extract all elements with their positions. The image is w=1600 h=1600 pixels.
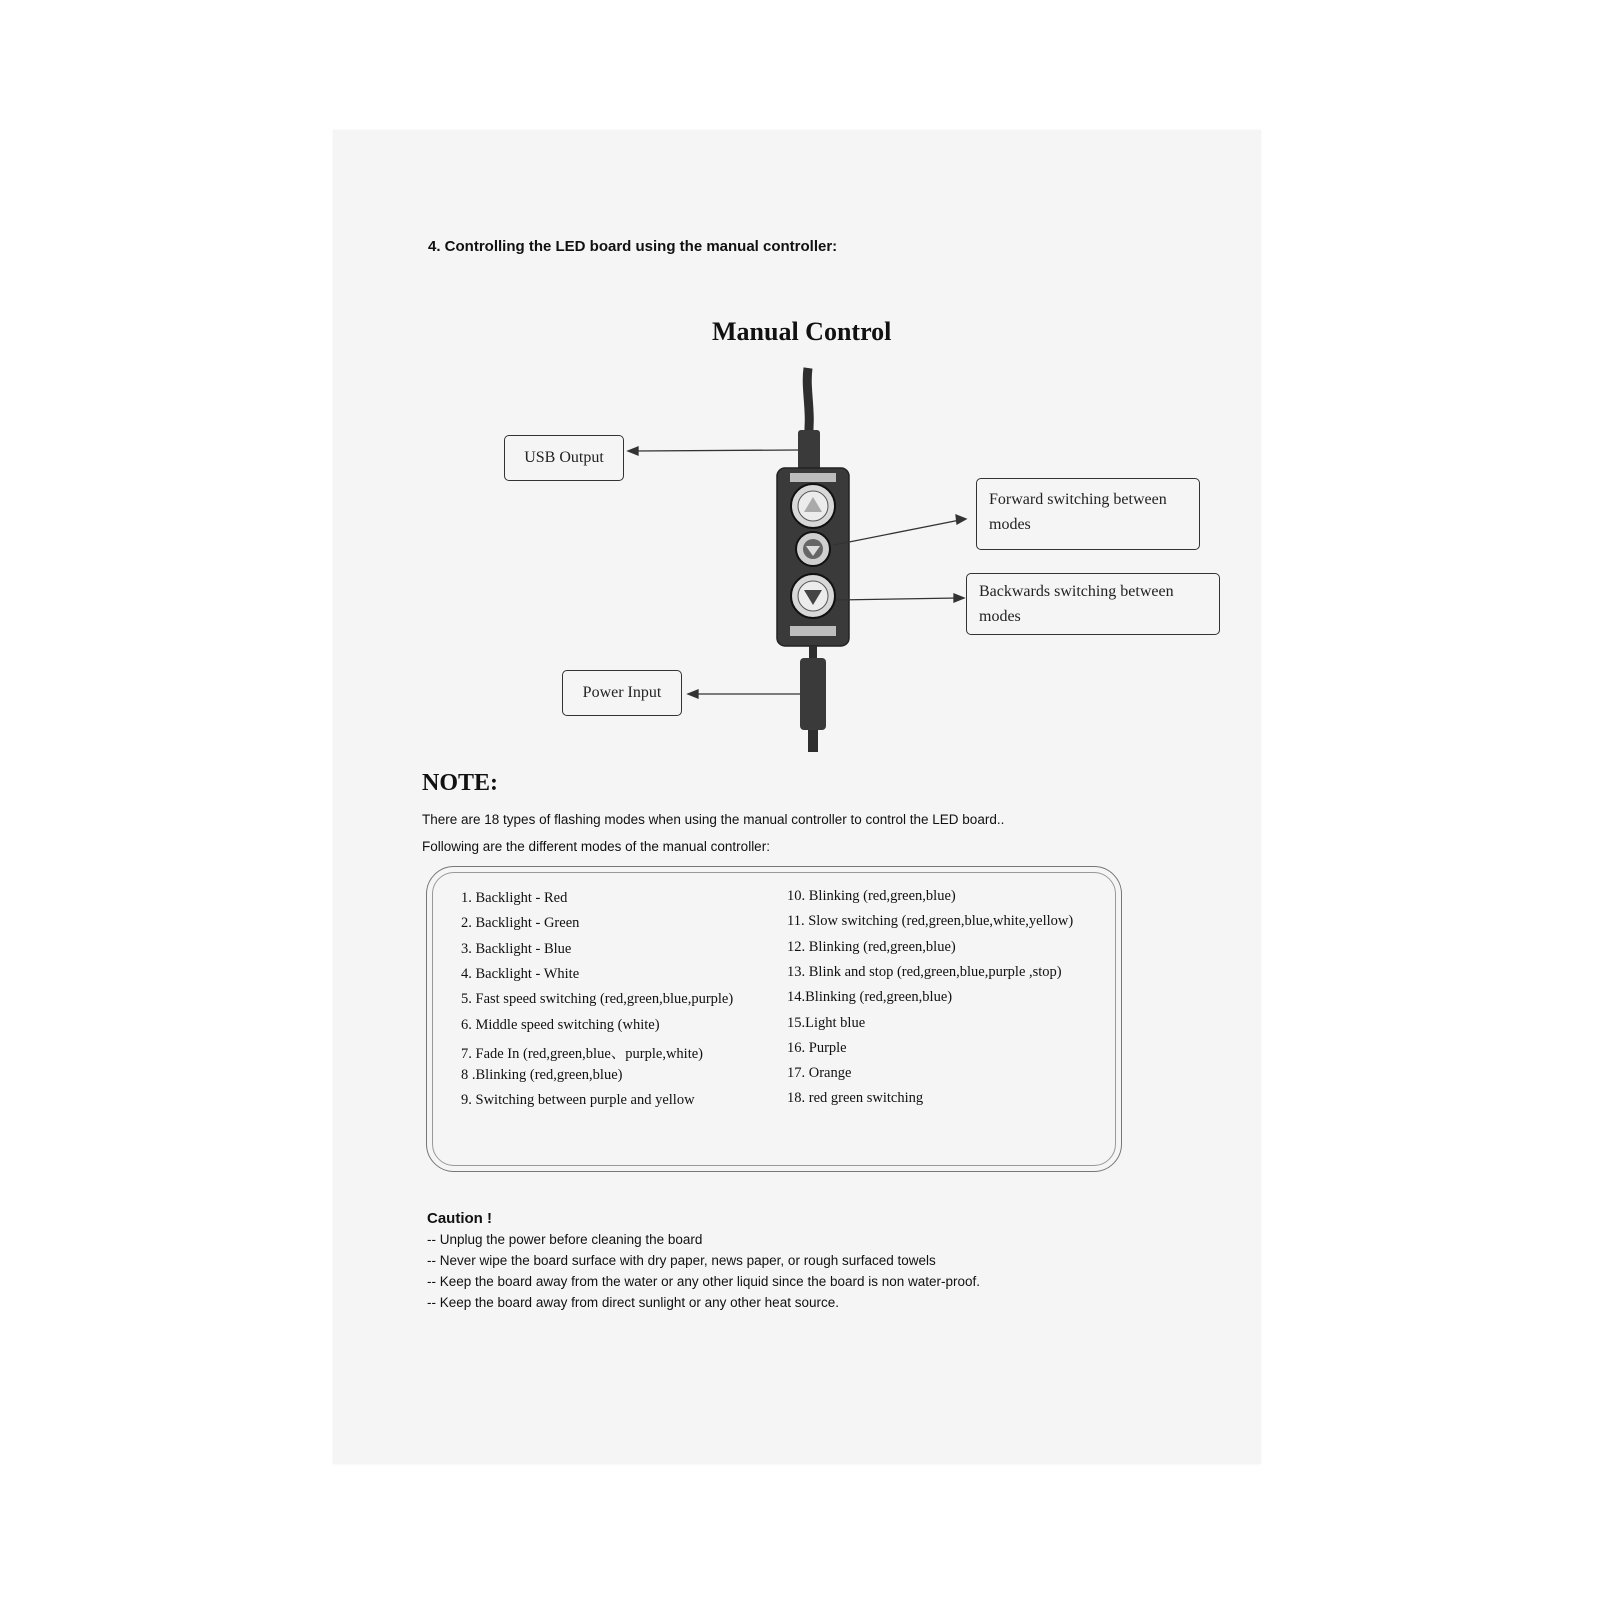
mode-item: 4. Backlight - White bbox=[461, 965, 580, 982]
mode-item: 6. Middle speed switching (white) bbox=[461, 1016, 660, 1033]
note-title: NOTE: bbox=[422, 770, 499, 796]
forward-callout bbox=[976, 478, 1200, 550]
mode-item: 8 .Blinking (red,green,blue) bbox=[461, 1067, 623, 1084]
caution-item: -- Unplug the power before cleaning the board bbox=[427, 1232, 703, 1247]
output-label-strip bbox=[790, 473, 836, 482]
power-plug bbox=[800, 658, 826, 730]
forward-callout-line2: modes bbox=[989, 516, 1031, 533]
usb-pointer-arrow bbox=[628, 447, 638, 455]
mode-item: 10. Blinking (red,green,blue) bbox=[787, 888, 956, 904]
mode-item: 15.Light blue bbox=[787, 1014, 866, 1031]
section-title: 4. Controlling the LED board using the manual controller: bbox=[428, 238, 838, 255]
mode-item: 2. Backlight - Green bbox=[461, 915, 580, 932]
backward-pointer-line bbox=[836, 598, 958, 600]
note-line-1: There are 18 types of flashing modes when using the manual controller to control the LED board.. bbox=[422, 812, 1005, 827]
forward-callout-line1: Forward switching between bbox=[989, 491, 1167, 508]
mode-item: 18. red green switching bbox=[787, 1090, 924, 1107]
diagram-title: Manual Control bbox=[712, 317, 892, 346]
power-input-callout: Power Input bbox=[562, 670, 682, 716]
mode-item: 11. Slow switching (red,green,blue,white,yellow) bbox=[787, 913, 1074, 930]
backward-callout-line2: modes bbox=[979, 608, 1021, 625]
mode-item: 3. Backlight - Blue bbox=[461, 940, 572, 957]
up-arrow-button-icon bbox=[791, 484, 835, 528]
forward-pointer-line bbox=[834, 520, 960, 545]
caution-title: Caution ! bbox=[427, 1210, 492, 1227]
mode-item: 16. Purple bbox=[787, 1039, 847, 1056]
mode-item: 17. Orange bbox=[787, 1065, 852, 1082]
caution-item: -- Keep the board away from direct sunlight or any other heat source. bbox=[427, 1295, 839, 1310]
mode-item: 5. Fast speed switching (red,green,blue,purple) bbox=[461, 991, 734, 1008]
down-arrow-button-icon bbox=[791, 574, 835, 618]
usb-output-callout: USB Output bbox=[504, 435, 624, 481]
mode-item: 7. Fade In (red,green,blue、purple,white) bbox=[461, 1045, 703, 1062]
backward-callout bbox=[966, 573, 1220, 635]
caution-item: -- Keep the board away from the water or any other liquid since the board is non water-proof. bbox=[427, 1274, 981, 1289]
mode-item: 1. Backlight - Red bbox=[461, 890, 568, 906]
center-button-icon bbox=[796, 532, 830, 566]
mode-item: 9. Switching between purple and yellow bbox=[461, 1092, 695, 1109]
mode-item: 13. Blink and stop (red,green,blue,purple ,stop) bbox=[787, 963, 1062, 980]
backward-pointer-arrow bbox=[954, 594, 964, 602]
usb-pointer-line bbox=[632, 450, 798, 451]
forward-pointer-arrow bbox=[956, 515, 966, 524]
power-pointer-arrow bbox=[688, 690, 698, 698]
input-label-strip bbox=[790, 626, 836, 636]
note-line-2: Following are the different modes of the manual controller: bbox=[422, 839, 770, 854]
mode-item: 12. Blinking (red,green,blue) bbox=[787, 938, 956, 955]
caution-item: -- Never wipe the board surface with dry paper, news paper, or rough surfaced towels bbox=[427, 1253, 936, 1268]
backward-callout-line1: Backwards switching between bbox=[979, 583, 1174, 600]
mode-item: 14.Blinking (red,green,blue) bbox=[787, 989, 953, 1006]
